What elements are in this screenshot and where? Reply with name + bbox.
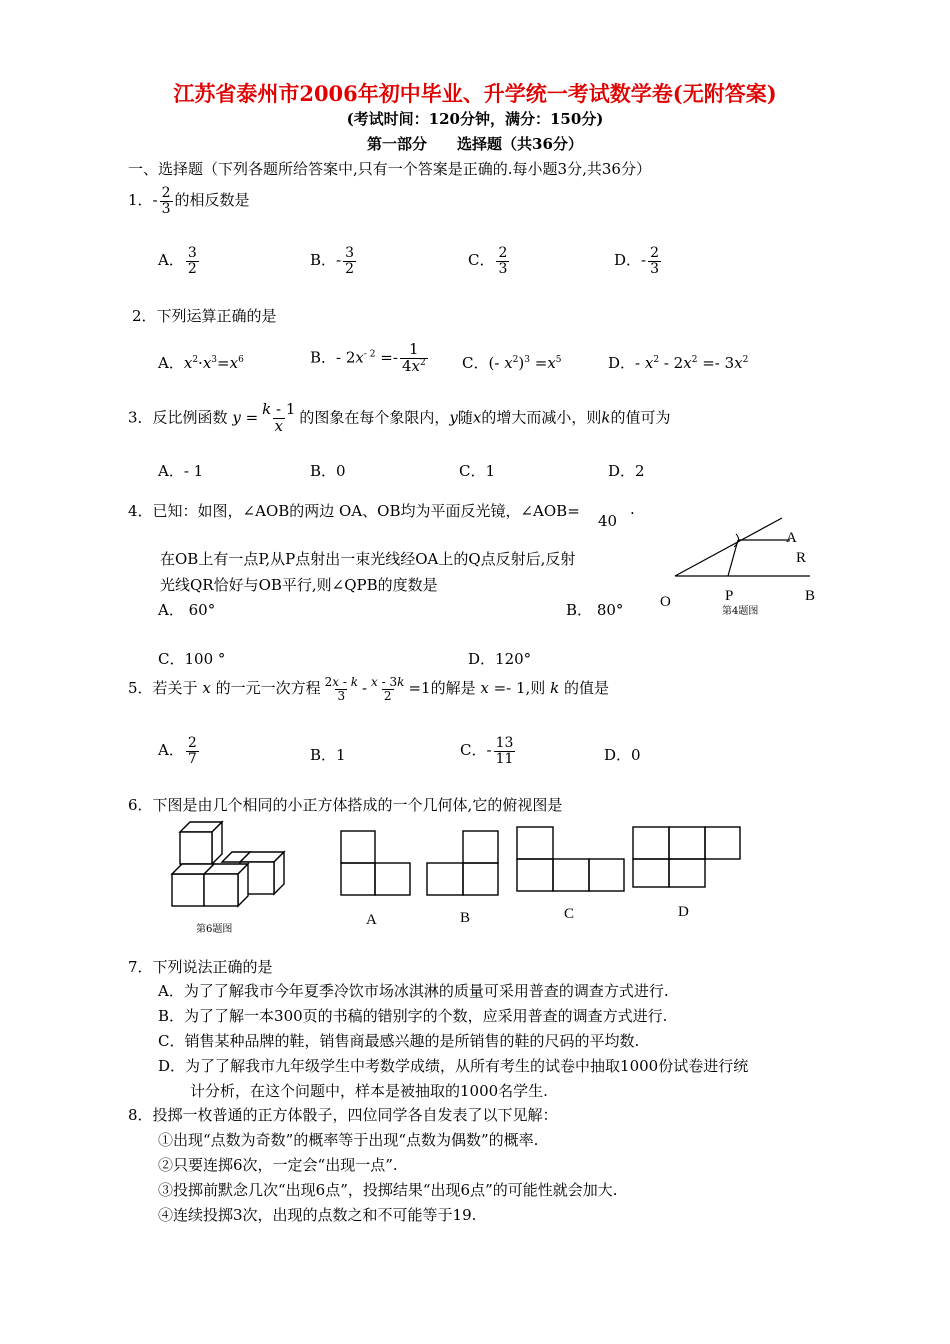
q1-option-d[interactable]: D．- $\frac{2}{3}$ [614, 245, 660, 277]
q6-label-a[interactable]: A [366, 912, 377, 928]
q1-option-b[interactable]: B．- $\frac{3}{2}$ [310, 245, 355, 277]
q8-stem: 8．投掷一枚普通的正方体骰子，四位同学各自发表了以下见解： [128, 1106, 558, 1124]
ray-pq [728, 540, 738, 576]
q6-caption: 第6题图 [196, 924, 233, 935]
q6-label-b[interactable]: B [460, 910, 471, 926]
q3-option-b[interactable]: B．0 [310, 462, 346, 480]
q3-stem: 3．反比例函数 y = $\frac{k - 1}{x}$ 的图象在每个象限内，y随x的增大而减小，则k的值可为 [128, 400, 671, 435]
q4-option-d[interactable]: D．120° [468, 650, 532, 668]
q3-option-d[interactable]: D．2 [608, 462, 645, 480]
q2-option-c[interactable]: C．(- $x^2)^3 =x^5$ [462, 354, 562, 372]
q8-item-2: ②只要连掷6次，一定会“出现一点”. [158, 1156, 398, 1174]
q5-option-d[interactable]: D．0 [604, 746, 641, 764]
q8-item-4: ④连续投掷3次，出现的点数之和不可能等于19. [158, 1206, 477, 1224]
q6-stem: 6．下图是由几个相同的小正方体搭成的一个几何体,它的俯视图是 [128, 796, 563, 814]
q7-option-a[interactable]: A．为了了解我市今年夏季冷饮市场冰淇淋的质量可采用普查的调查方式进行. [158, 982, 669, 1000]
q4-option-a[interactable]: A． 60° [158, 601, 216, 619]
fig4-caption: 第4题图 [722, 606, 759, 617]
q6-option-a-figure[interactable] [340, 830, 412, 896]
q2-stem: 2．下列运算正确的是 [132, 307, 277, 325]
q4-option-c[interactable]: C．100 ° [158, 650, 226, 668]
q1-stem: 1．- $\frac{2}{3}$ 的相反数是 [128, 185, 250, 217]
q8-item-3: ③投掷前默念几次“出现6点”，投掷结果“出现6点”的可能性就会加大. [158, 1181, 618, 1199]
q7-option-b[interactable]: B．为了了解一本300页的书稿的错别字的个数，应采用普查的调查方式进行. [158, 1007, 668, 1025]
fig4-label-a: A [786, 530, 797, 546]
q6-option-d-figure[interactable] [632, 826, 742, 892]
q2-option-b[interactable]: B．- $2x^{- 2}$ =- $\frac{1}{4x^2}$ [310, 340, 426, 375]
q4-option-b[interactable]: B． 80° [566, 601, 624, 619]
q7-stem: 7．下列说法正确的是 [128, 958, 273, 976]
q7-option-d-cont: 计分析，在这个问题中，样本是被抽取的1000名学生. [190, 1082, 548, 1100]
q6-label-c[interactable]: C [564, 906, 575, 922]
q6-option-c-figure[interactable] [516, 826, 626, 892]
q5-option-c[interactable]: C．- $\frac{13}{11}$ [460, 735, 514, 767]
fig4-label-b: B [805, 588, 816, 604]
ray-oa [675, 518, 782, 576]
q1-option-c[interactable]: C． $\frac{2}{3}$ [468, 245, 508, 277]
q5-stem: 5．若关于 x 的一元一次方程 $\frac{2x - k}{3}$ - $\frac{x - 3k}{2}$ =1的解是 x =- 1,则 k 的值是 [128, 675, 609, 703]
fig4-label-r: R [796, 550, 807, 566]
q5-option-a[interactable]: A． $\frac{2}{7}$ [158, 735, 197, 767]
exam-info: (考试时间：120分钟，满分：150分) [346, 110, 604, 128]
q4-stem-line3: 光线QR恰好与OB平行,则∠QPB的度数是 [160, 576, 438, 594]
fig4-label-p: P [725, 588, 734, 604]
q5-option-b[interactable]: B．1 [310, 746, 346, 764]
q1-option-a[interactable]: A． $\frac{3}{2}$ [158, 245, 197, 277]
exam-title: 江苏省泰州市2006年初中毕业、升学统一考试数学卷(无附答案) [173, 81, 777, 106]
part-title: 第一部分 选择题（共36分） [367, 135, 583, 153]
fig4-label-o: O [660, 594, 671, 610]
q7-option-d[interactable]: D．为了了解我市九年级学生中考数学成绩，从所有考生的试卷中抽取1000份试卷进行统 [158, 1057, 749, 1075]
q1-fraction: $\frac{2}{3}$ [161, 185, 171, 217]
q3-option-a[interactable]: A．- 1 [158, 462, 204, 480]
q4-angle-value: 40 [598, 512, 618, 530]
q8-item-1: ①出现“点数为奇数”的概率等于出现“点数为偶数”的概率. [158, 1131, 539, 1149]
q2-option-a[interactable]: A．$x^2\cdot x^3=x^6$ [158, 354, 244, 372]
q4-stem-line1: 4．已知：如图，∠AOB的两边 OA、OB均为平面反光镜，∠AOB= [128, 502, 580, 520]
q4-period: . [630, 500, 635, 518]
q6-label-d[interactable]: D [678, 904, 689, 920]
q6-cube-figure [168, 818, 288, 908]
q3-option-c[interactable]: C．1 [459, 462, 496, 480]
q6-option-b-figure[interactable] [426, 830, 500, 896]
section-header: 一、选择题（下列各题所给答案中,只有一个答案是正确的.每小题3分,共36分） [128, 160, 651, 178]
q2-option-d[interactable]: D．- $x^2 - 2x^2 =- 3x^2$ [608, 354, 749, 372]
q7-option-c[interactable]: C．销售某种品牌的鞋，销售商最感兴趣的是所销售的鞋的尺码的平均数. [158, 1032, 640, 1050]
q4-stem-line2: 在OB上有一点P,从P点射出一束光线经OA上的Q点反射后,反射 [160, 550, 576, 568]
